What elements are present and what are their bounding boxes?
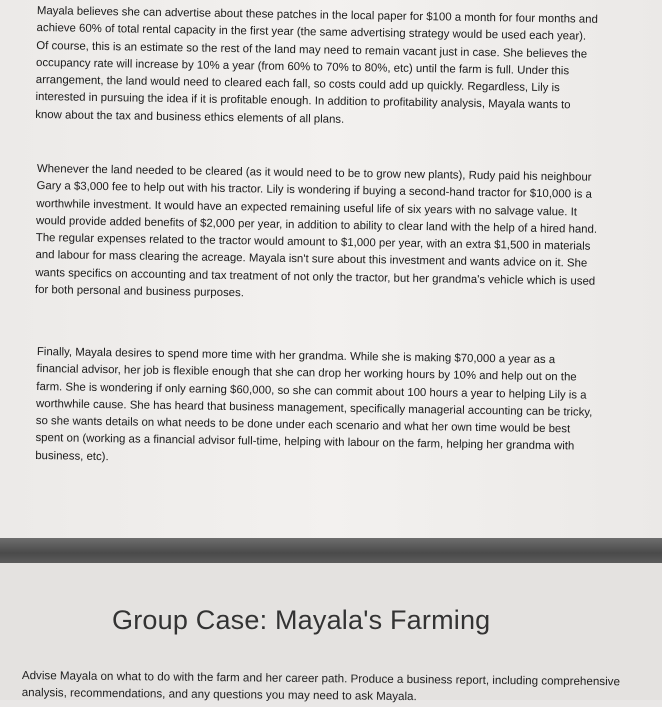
case-paragraph-career: Finally, Mayala desires to spend more time with her grandma. While she is making $70,000 a year as a financial advisor, her job is flexible enough that she can drop her working hours by 10% and help out on the farm. She is wondering if only earning $60,000, so she can commit about 100 hours a year to helping Lily is a worthwhile cause. She has heard that business management, specifically managerial accounting can be tricky, so she wants details on what needs to be done under each scenario and what her own time would be best spent on (working as a financial advisor full-time, helping with labour on the farm, helping her grandma with business, etc). xyxy=(35,345,593,463)
case-paragraph-tractor: Whenever the land needed to be cleared (as it would need to be to grow new plants), Rudy paid his neighbour Gary a $3,000 fee to help out with his tractor. Lily is wondering if buying a second-hand tractor for $10,000 is a worthwhile investment. It would have an expected remaining useful life of six years with no salvage value. It would provide added benefits of $2,000 per year, in addition to ability to clear land with the help of a hired hand. The regular expenses related to the tractor would amount to $1,000 per year, with an extra $1,500 in materials and labour for mass clearing the acreage. Mayala isn't sure about this investment and wants advice on it. She wants specifics on accounting and tax treatment of not only the tractor, but her grandma's vehicle which is used for both personal and business purposes. xyxy=(34,162,598,300)
section-divider xyxy=(0,538,662,563)
case-paragraph-advertising: Mayala believes she can advertise about these patches in the local paper for $100 a month for four months and achieve 60% of total rental capacity in the first year (the same advertising strategy would be used each year). Of course, this is an estimate so the rest of the land may need to remain vacant just in case. She believes the occupancy rate will increase by 10% a year (from 60% to 70% to 80%, etc) until the farm is full. Under this arrangement, the land would need to cleared each fall, so costs could add up quickly. Regardless, Lily is interested in pursuing the idea if it is profitable enough. In addition to profitability analysis, Mayala wants to know about the tax and business ethics elements of all plans. xyxy=(35,4,598,126)
slide-title: Group Case: Mayala's Farming xyxy=(112,605,491,635)
slide-instructions: Advise Mayala on what to do with the farm and her career path. Produce a business report, including comprehensive analysis, recommendations, and any questions you may need to ask Mayala. xyxy=(21,668,621,704)
case-slide xyxy=(0,563,662,704)
